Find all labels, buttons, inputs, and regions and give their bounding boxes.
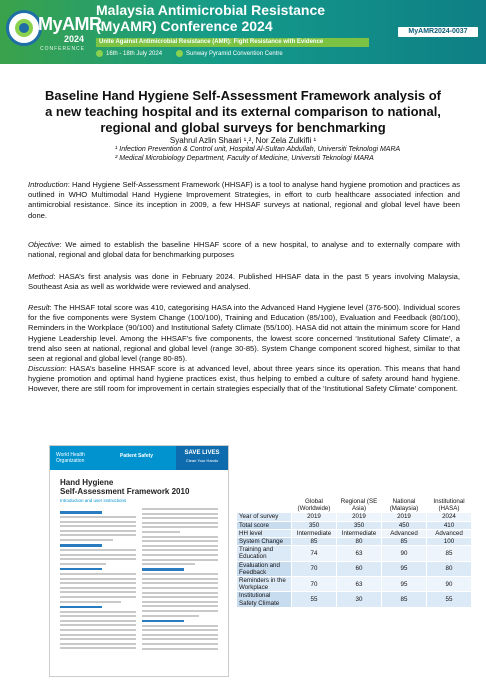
table-cell: 70	[292, 577, 337, 592]
conference-title	[96, 2, 325, 34]
method-paragraph: Method: HASA’s first analysis was done in February 2024. Published HHSAF data in the past 5 years involving Malaysia, Southeast Asia as well as worldwide were reviewed and analysed.	[28, 272, 460, 292]
document-text-column-right	[142, 508, 218, 668]
conference-title-line1: Malaysia Antimicrobial Resistance	[96, 2, 326, 18]
conference-theme: Unite Against Antimicrobial Resistance (AMR): Fight Resistance with Evidence	[96, 38, 369, 47]
introduction-paragraph: Introduction: Hand Hygiene Self-Assessment Framework (HHSAF) is a tool to analyse hand hygiene promotion and practices as outlined in WHO Multimodal Hand Hygiene Improvement Strategies, in effort to curb healthcare associated infection and antimicrobial resistance. Since its inception in 2009, a few HHSAF surveys at national, regional and global level have been done.	[28, 180, 460, 220]
conference-info	[96, 50, 283, 57]
table-cell: 60	[337, 561, 382, 576]
row-label: Institutional Safety Climate	[237, 592, 292, 607]
table-cell: 30	[337, 592, 382, 607]
row-label: Total score	[237, 521, 292, 529]
row-label: Evaluation and Feedback	[237, 561, 292, 576]
table-row	[237, 513, 472, 521]
table-cell: Intermediate	[337, 529, 382, 537]
who-logo: World Health Organization	[56, 452, 85, 464]
table-cell: 2019	[337, 513, 382, 521]
affiliation-2: ² Medical Microbiology Department, Faculty of Medicine, Universiti Teknologi MARA	[115, 155, 374, 162]
save-lives-text: SAVE LIVES	[184, 450, 220, 456]
table-cell: 85	[382, 592, 427, 607]
table-row	[237, 577, 472, 592]
document-text-column-left	[60, 508, 136, 668]
table-cell: 85	[292, 538, 337, 546]
logo-year: 2024	[64, 34, 85, 44]
column-header: Regional (SE Asia)	[337, 498, 382, 513]
hhsaf-comparison-table	[236, 497, 472, 608]
table-cell: 410	[427, 521, 472, 529]
table-cell: 2024	[427, 513, 472, 521]
table-corner	[237, 498, 292, 513]
patient-safety-label: Patient Safety	[120, 453, 154, 459]
table-cell: 85	[382, 538, 427, 546]
table-cell: 450	[382, 521, 427, 529]
abstract-code-badge: MyAMR2024-0037	[398, 27, 478, 37]
dates-item: 16th - 18th July 2024	[96, 50, 162, 57]
table-cell: 350	[337, 521, 382, 529]
document-title-line1: Hand Hygiene	[60, 478, 114, 487]
document-title-line2: Self-Assessment Framework 2010	[60, 487, 190, 496]
table-row	[237, 521, 472, 529]
row-label: System Change	[237, 538, 292, 546]
table-row	[237, 546, 472, 561]
document-subtitle: Introduction and user instructions	[60, 498, 127, 503]
hhsaf-document-image	[50, 446, 228, 676]
venue-item: Sunway Pyramid Convention Centre	[176, 50, 283, 57]
table-row	[237, 592, 472, 607]
table-cell: 85	[427, 546, 472, 561]
row-label: Training and Education	[237, 546, 292, 561]
myamr-logo	[6, 10, 102, 54]
table-cell: 90	[382, 546, 427, 561]
table-cell: 80	[337, 538, 382, 546]
document-title	[60, 478, 189, 496]
column-header: National (Malaysia)	[382, 498, 427, 513]
discussion-paragraph: Discussion: HASA’s baseline HHSAF score is at advanced level, about three years since its operation. This means that hand hygiene promotion and optimal hand hygiene practices exist, thus helping to embed a culture of safety around hand hygiene. However, there are still room for improvement in certain strategies especially that of the ‘Institutional Safety Climate’ component.	[28, 364, 460, 394]
column-header: Global (Worldwide)	[292, 498, 337, 513]
calendar-icon	[96, 50, 103, 57]
table-cell: 2019	[292, 513, 337, 521]
table-row	[237, 561, 472, 576]
table-cell: 350	[292, 521, 337, 529]
table-row	[237, 538, 472, 546]
conference-title-line2: (MyAMR) Conference 2024	[96, 18, 273, 34]
table-cell: 95	[382, 577, 427, 592]
save-lives-subtext: Clean Your Hands	[185, 458, 219, 463]
table-cell: 2019	[382, 513, 427, 521]
row-label: Reminders in the Workplace	[237, 577, 292, 592]
affiliation-1: ¹ Infection Prevention & Control unit, Hospital Al-Sultan Abdullah, Universiti Teknologi MARA	[115, 146, 401, 153]
table-cell: 63	[337, 546, 382, 561]
paper-authors: Syahrul Azlin Shaari ¹,², Nor Zela Zulkifli ¹	[169, 136, 317, 145]
table-row	[237, 529, 472, 537]
row-label: Year of survey	[237, 513, 292, 521]
table-cell: 55	[427, 592, 472, 607]
logo-wordmark: MyAMR	[38, 14, 102, 34]
table-cell: Advanced	[382, 529, 427, 537]
table-cell: 74	[292, 546, 337, 561]
column-header: Institutional (HASA)	[427, 498, 472, 513]
table-cell: 55	[292, 592, 337, 607]
paper-title: Baseline Hand Hygiene Self-Assessment Framework analysis of a new teaching hospital and its external comparison to national, regional and global surveys for benchmarking	[45, 88, 441, 135]
table-cell: Advanced	[427, 529, 472, 537]
table-cell: 70	[292, 561, 337, 576]
conference-banner	[0, 0, 486, 64]
row-label: HH level	[237, 529, 292, 537]
table-cell: 63	[337, 577, 382, 592]
save-lives-badge	[176, 446, 228, 470]
table-cell: 80	[427, 561, 472, 576]
objective-paragraph: Objective: We aimed to establish the baseline HHSAF score of a new hospital, to analyse and to externally compare with national, regional and global data for benchmarking purposes	[28, 240, 460, 260]
logo-emblem-icon	[6, 10, 42, 46]
table-cell: 95	[382, 561, 427, 576]
table-cell: 90	[427, 577, 472, 592]
logo-subtext: CONFERENCE	[40, 46, 86, 52]
result-paragraph: Result: The HHSAF total score was 410, categorising HASA into the Advanced Hand Hygiene level (376-500). Individual scores for the five components were System Change (100/100), Training and Education (85/100), Evaluation and Feedback (80/100), Reminders in the Workplace (90/100) and Institutional Safety Climate (55/100). HASA did not attain the minimum score for Hand Hygiene Leadership level. Among the HHSAF’s five components, the lowest score concerned ‘Institutional Safety Climate’, a trend also seen at national, regional and global level (range 30-85). System Change component scored highest, similar to that seen at regional and global level (range 80-85).	[28, 303, 460, 364]
table-header-row	[237, 498, 472, 513]
table-cell: 100	[427, 538, 472, 546]
table-cell: Intermediate	[292, 529, 337, 537]
document-header	[50, 446, 228, 470]
location-pin-icon	[176, 50, 183, 57]
